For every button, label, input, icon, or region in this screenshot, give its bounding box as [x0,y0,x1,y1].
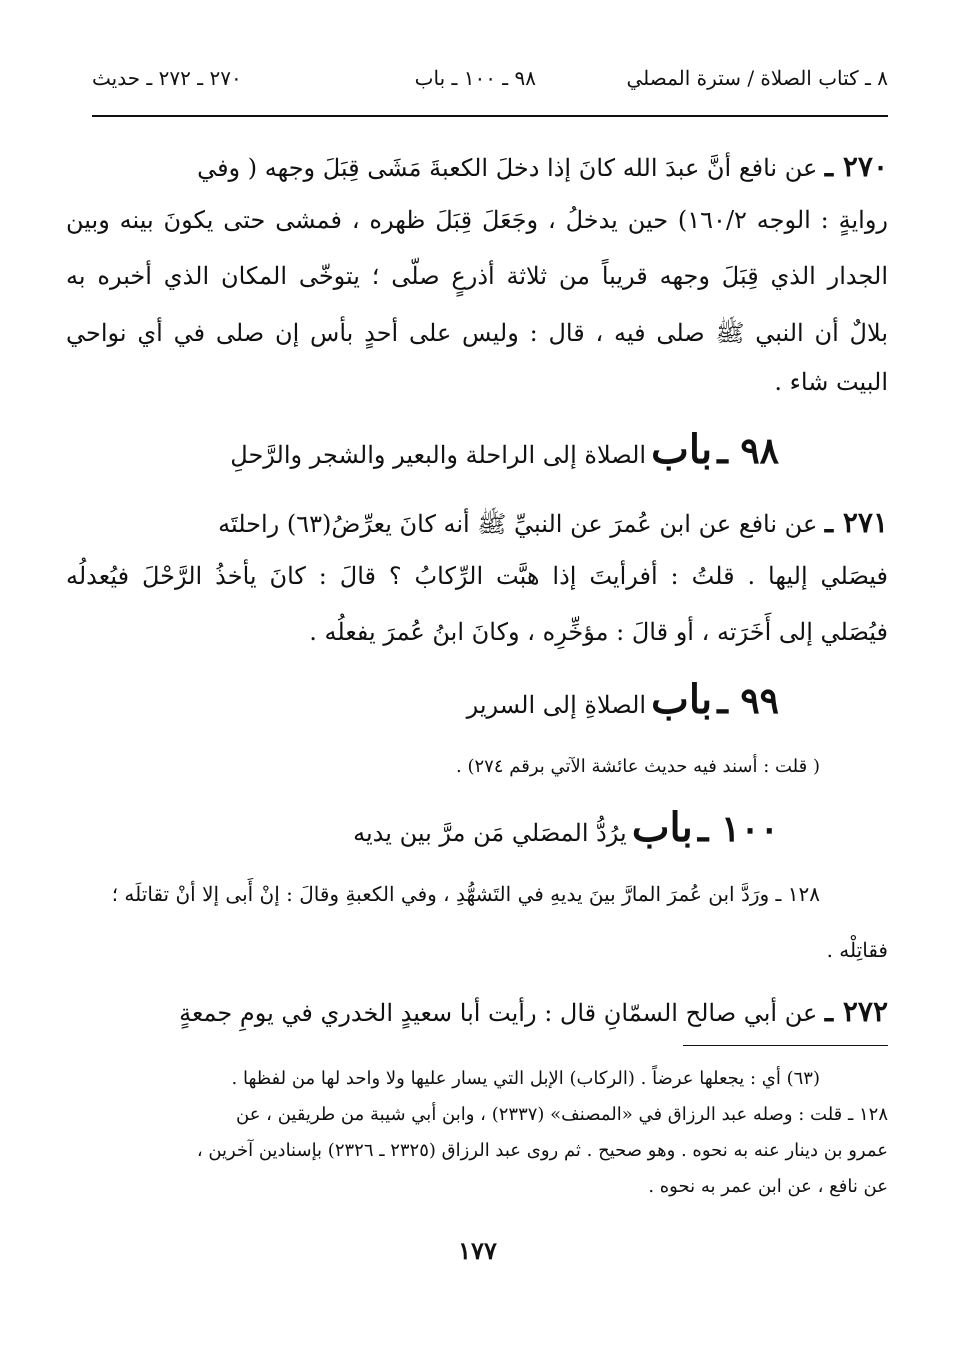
chapter-98-title: الصلاة إلى الراحلة والبعير والشجر والرَّحلِ [230,441,647,469]
hadith-272-line-1 [179,995,888,1028]
header-bab-range: ٩٨ ـ ١٠٠ ـ باب [414,66,536,90]
hadith-271-number: ٢٧١ ـ [824,506,888,539]
chapter-100-heading [353,804,779,851]
hadith-271-line-2: فيصَلي إليها . قلتُ : أفرأيتَ إذا هبَّت الرِّكابُ ؟ قالَ : كانَ يأخذُ الرَّحْلَ فيُعدلُه [66,562,888,590]
running-header [92,66,888,106]
athar-128-line-2: فقاتِلْه . [826,938,888,962]
hadith-270-line-4: بلالٌ أن النبي ﷺ صلى فيه ، قال : وليس على أحدٍ بأس إن صلى في أي نواحي [66,319,888,347]
header-rule [92,115,888,117]
hadith-270-text-1: عن نافع أنَّ عبدَ الله كانَ إذا دخلَ الكعبةَ مَشَى قِبَلَ وجهه ( وفي [197,154,818,182]
chapter-100-title: يرُدُّ المصَلي مَن مرَّ بين يديه [353,819,627,847]
footnote-128-line-3: عن نافع ، عن ابن عمر به نحوه . [648,1176,888,1197]
hadith-271-line-1 [218,506,888,544]
chapter-98-heading [230,426,779,473]
hadith-271-text-1: عن نافع عن ابن عُمرَ عن النبيِّ ﷺ أنه كانَ يعرِّضُ(٦٣) راحلتَه [218,510,818,538]
chapter-99-number: ٩٩ ـ [717,680,779,722]
chapter-99-bab: باب [651,676,713,723]
chapter-98-number: ٩٨ ـ [717,430,779,472]
hadith-272-text-1: عن أبي صالح السمّانِ قال : رأيت أبا سعيدٍ الخدري في يومِ جمعةٍ [179,999,818,1027]
header-hadith-range: ٢٧٠ ـ ٢٧٢ ـ حديث [92,66,242,90]
hadith-270-line-2: روايةٍ : الوجه ١٦٠/٢) حين يدخلُ ، وجَعَلَ قِبَلَ ظهره ، فمشى حتى يكونَ بينه وبين [66,206,889,234]
hadith-270-line-3: الجدار الذي قِبَلَ وجهه قريباً من ثلاثة أذرعٍ صلّى ؛ يتوخّى المكان الذي أخبره به [66,262,888,290]
hadith-270-number: ٢٧٠ ـ [824,150,888,183]
footnote-separator [683,1045,888,1046]
hadith-270-line-5: البيت شاء . [774,368,888,396]
hadith-272-number: ٢٧٢ ـ [824,995,888,1028]
footnote-63: (٦٣) أي : يجعلها عرضاً . (الركاب) الإبل التي يسار عليها ولا واحد لها من لفظها . [231,1068,820,1089]
chapter-100-number: ١٠٠ ـ [697,808,779,850]
athar-128-line-1: ١٢٨ ـ ورَدَّ ابن عُمرَ المارَّ بينَ يديهِ في التَشهُّدِ ، وفي الكعبةِ وقالَ : إنْ أَبى إلا أنْ تقاتلَه ؛ [111,882,820,906]
hadith-271-line-3: فيُصَلي إلى أَخَرَته ، أو قالَ : مؤخِّرِه ، وكانَ ابنُ عُمرَ يفعلُه . [309,618,888,646]
chapter-99-title: الصلاةِ إلى السرير [466,691,647,719]
chapter-99-note: ( قلت : أسند فيه حديث عائشة الآتي برقم ٢٧٤) . [456,756,820,777]
header-book-chapter: ٨ ـ كتاب الصلاة / سترة المصلي [626,66,888,90]
page-number: ١٧٧ [458,1236,497,1265]
chapter-99-heading [467,676,779,723]
chapter-100-bab: باب [631,804,693,851]
footnote-128-line-1: ١٢٨ ـ قلت : وصله عبد الرزاق في «المصنف» (٢٣٣٧) ، وابن أبي شيبة من طريقين ، عن [236,1104,888,1125]
chapter-98-bab: باب [651,426,713,473]
footnote-128-line-2: عمرو بن دينار عنه به نحوه . وهو صحيح . ثم روى عبد الرزاق (٢٣٢٥ ـ ٢٣٢٦) بإسنادين آخرين ، [196,1140,888,1161]
hadith-270-line-1 [197,150,888,183]
